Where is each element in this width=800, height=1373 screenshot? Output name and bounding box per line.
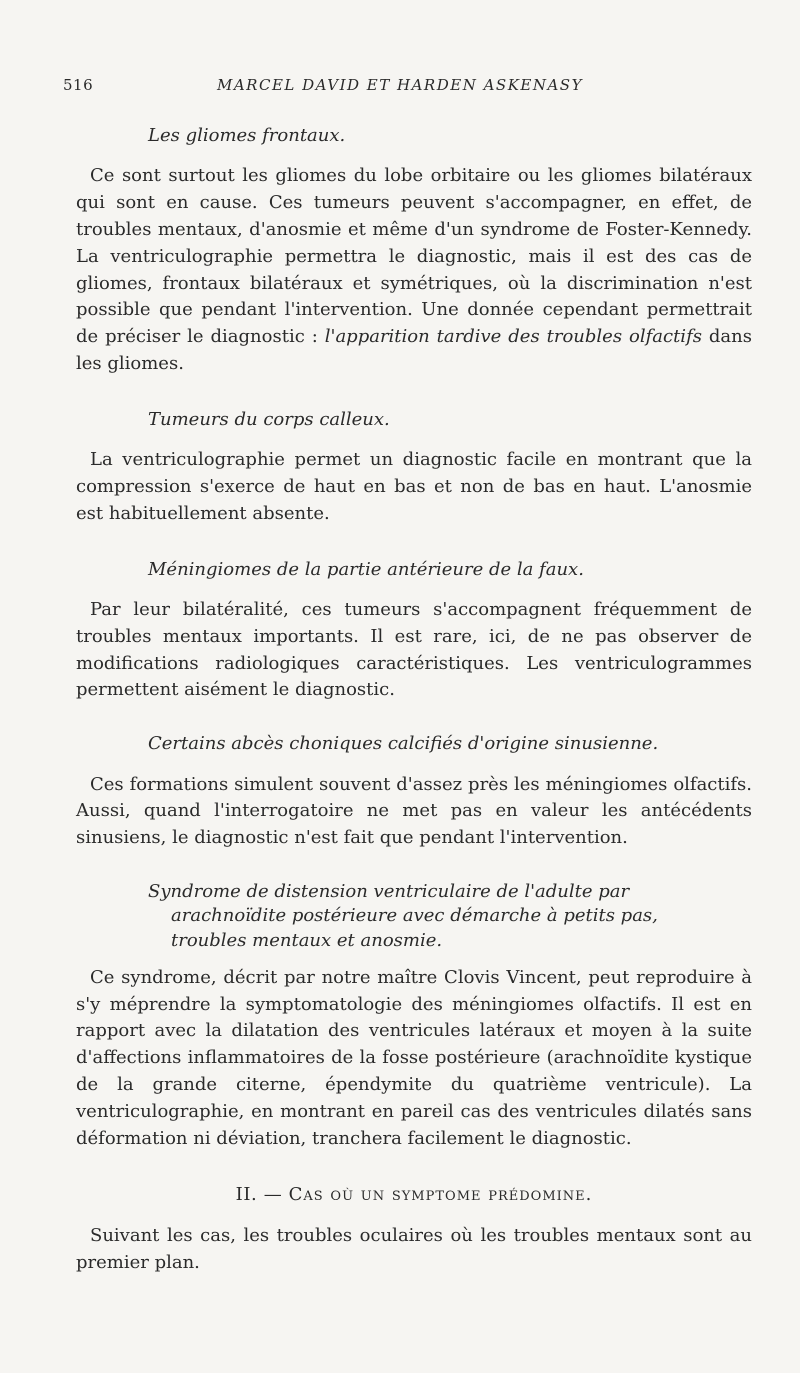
section-heading-corps-calleux: Tumeurs du corps calleux. xyxy=(148,408,390,430)
paragraph-gliomes-frontaux xyxy=(76,163,752,377)
paragraph-syndrome-distension: Ce syndrome, décrit par notre maître Clovis Vincent, peut reproduire à s'y méprendre la symptomatologie des méningiomes olfactifs. Il est en rapport avec la dilatation des ventricules latéraux et moyen à la suite d'affections inflammatoires de la fosse postérieure (arachnoïdite kystique de la grande citerne, épendymite du quatrième ventricule). La ventriculographie, en montrant en pareil cas des ventricules dilatés sans déformation ni déviation, tranchera facilement le diagnostic. xyxy=(76,966,752,1149)
paragraph-text: Ce sont surtout les gliomes du lobe orbitaire ou les gliomes bilatéraux qui sont en cause. Ces tumeurs peuvent s'accompagner, en effet, de troubles mentaux, d'anosmie et même d'un syndrome de Foster-Kennedy. La ventriculographie permettra le diagnostic, mais il est des cas de gliomes, frontaux bilatéraux et symétriques, où la discrimination n'est possible que pendant l'intervention. Une donnée cependant permettrait de préciser le diagnostic : xyxy=(76,165,752,348)
page-body xyxy=(76,124,752,1277)
paragraph-meningiomes-faux: Par leur bilatéralité, ces tumeurs s'accompagnent fréquemment de troubles mentaux importants. Il est rare, ici, de ne pas observer de modifications radiologiques caractéristiques. Les ventriculogrammes permettent aisément le diagnostic. xyxy=(76,598,752,701)
part-two-heading xyxy=(76,1184,752,1205)
running-header: MARCEL DAVID ET HARDEN ASKENASY xyxy=(216,76,583,94)
part-two-numeral: II. — xyxy=(235,1184,289,1206)
paragraph-corps-calleux: La ventriculographie permet un diagnostic facile en montrant que la compression s'exerce de haut en bas et non de bas en haut. L'anosmie est habituellement absente. xyxy=(76,449,752,524)
section-heading-abces-calcifies: Certains abcès choniques calcifiés d'origine sinusienne. xyxy=(148,733,659,755)
section-heading-syndrome-distension: Syndrome de distension ventriculaire de l'adulte par arachnoïdite postérieure avec démarche à petits pas, troubles mentaux et anosmie. xyxy=(148,880,658,951)
paragraph-abces-calcifies: Ces formations simulent souvent d'assez près les méningiomes olfactifs. Aussi, quand l'interrogatoire ne met pas en valeur les antécédents sinusiens, le diagnostic n'est fait que pendant l'intervention. xyxy=(76,773,752,849)
emphasized-text: l'apparition tardive des troubles olfactifs xyxy=(324,326,702,348)
paragraph-text-end: dans les gliomes. xyxy=(76,326,752,374)
paragraph-part-two: Suivant les cas, les troubles oculaires où les troubles mentaux sont au premier plan. xyxy=(76,1225,752,1274)
section-heading-meningiomes-faux: Méningiomes de la partie antérieure de la faux. xyxy=(148,558,584,580)
section-heading-gliomes-frontaux: Les gliomes frontaux. xyxy=(148,125,346,146)
part-two-title: Cas où un symptome prédomine. xyxy=(288,1184,593,1206)
page-number: 516 xyxy=(63,76,94,94)
